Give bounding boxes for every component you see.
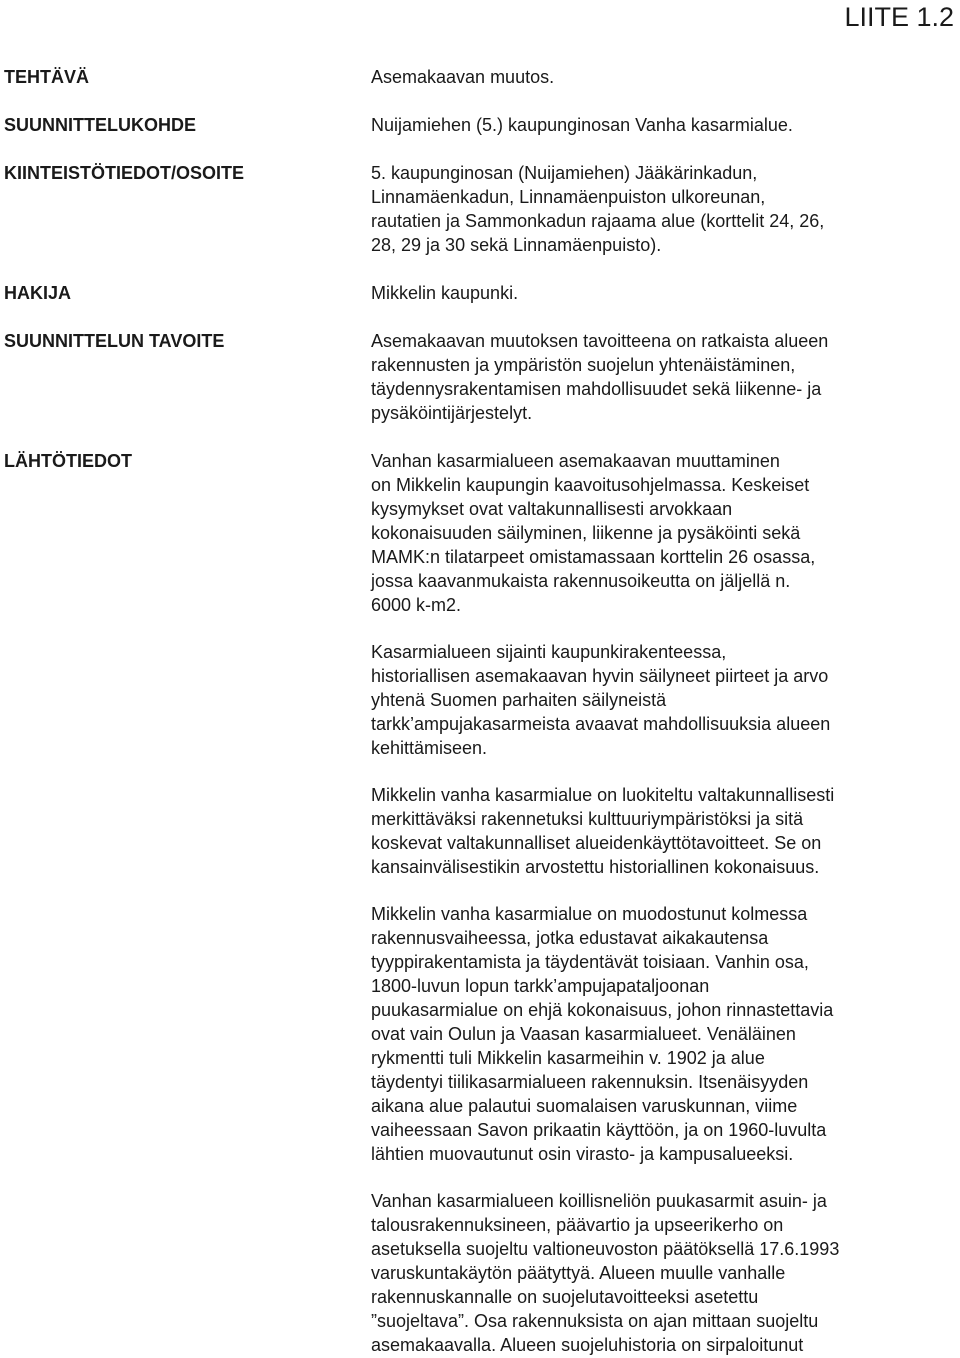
text-line: on Mikkelin kaupungin kaavoitusohjelmassa. Keskeiset <box>371 475 810 495</box>
label-tehtava: TEHTÄVÄ <box>4 67 89 87</box>
text-line: historiallisen asemakaavan hyvin säilyneet piirteet ja arvo <box>371 666 829 686</box>
label-kiinteistotiedot: KIINTEISTÖTIEDOT/OSOITE <box>4 163 245 183</box>
text-line: kokonaisuuden säilyminen, liikenne ja pysäköinti sekä <box>371 523 801 543</box>
paragraph-lahtotiedot-3 <box>371 783 931 879</box>
text-line: vaiheessaan Savon prikaatin käyttöön, ja on 1960-luvulta <box>371 1120 827 1140</box>
label-suunnittelun-tavoite: SUUNNITTELUN TAVOITE <box>4 331 225 351</box>
text-line: tarkk’ampujakasarmeista avaavat mahdollisuuksia alueen <box>371 714 831 734</box>
text-line: 1800-luvun lopun tarkk’ampujapataljoonan <box>371 976 710 996</box>
text-line: rakennuskannalle on suojelutavoitteeksi asetettu <box>371 1287 759 1307</box>
text-line: rautatien ja Sammonkadun rajaama alue (korttelit 24, 26, <box>371 211 825 231</box>
text-line: täydentyi tiilikasarmialueen rakennuksin. Itsenäisyyden <box>371 1072 809 1092</box>
text-line: Mikkelin kaupunki. <box>371 283 519 303</box>
text-line: varuskuntakäytön päätyttyä. Alueen muulle vanhalle <box>371 1263 786 1283</box>
text-line: Vanhan kasarmialueen asemakaavan muuttaminen <box>371 451 780 471</box>
text-line: Nuijamiehen (5.) kaupunginosan Vanha kasarmialue. <box>371 115 793 135</box>
text-line: kehittämiseen. <box>371 738 488 758</box>
paragraph-suunnittelukohde <box>371 113 931 137</box>
label-suunnittelukohde: SUUNNITTELUKOHDE <box>4 115 196 135</box>
text-line: 28, 29 ja 30 sekä Linnamäenpuisto). <box>371 235 662 255</box>
text-line: kysymykset ovat valtakunnallisesti arvokkaan <box>371 499 733 519</box>
text-line: talousrakennuksineen, päävartio ja upseerikerho on <box>371 1215 784 1235</box>
text-line: tyyppirakentamista ja täydentävät toisiaan. Vanhin osa, <box>371 952 809 972</box>
paragraph-lahtotiedot-4 <box>371 902 931 1166</box>
document-id: LIITE 1.2 <box>844 2 954 32</box>
paragraph-lahtotiedot-5 <box>371 1189 931 1357</box>
paragraph-hakija <box>371 281 931 305</box>
text-line: ”suojeltava”. Osa rakennuksista on ajan mittaan suojeltu <box>371 1311 819 1331</box>
text-line: ovat vain Oulun ja Vaasan kasarmialueet. Venäläinen <box>371 1024 796 1044</box>
text-line: rykmentti tuli Mikkelin kasarmeihin v. 1902 ja alue <box>371 1048 765 1068</box>
text-line: lähtien muovautunut osin virasto- ja kampusalueeksi. <box>371 1144 794 1164</box>
text-line: rakennusvaiheessa, jotka edustavat aikakautensa <box>371 928 769 948</box>
text-line: Mikkelin vanha kasarmialue on muodostunut kolmessa <box>371 904 808 924</box>
text-line: merkittäväksi rakennetuksi kulttuuriympäristöksi ja sitä <box>371 809 804 829</box>
paragraph-tehtava <box>371 65 931 89</box>
text-line: MAMK:n tilatarpeet omistamassaan korttelin 26 osassa, <box>371 547 816 567</box>
text-line: asemakaavalla. Alueen suojeluhistoria on sirpaloitunut <box>371 1335 804 1355</box>
text-line: koskevat valtakunnalliset alueidenkäyttötavoitteet. Se on <box>371 833 822 853</box>
text-line: 6000 k-m2. <box>371 595 462 615</box>
text-line: Kasarmialueen sijainti kaupunkirakenteessa, <box>371 642 727 662</box>
text-line: täydennysrakentamisen mahdollisuudet sekä liikenne- ja <box>371 379 822 399</box>
paragraph-lahtotiedot-1 <box>371 449 931 617</box>
text-line: Vanhan kasarmialueen koillisneliön puukasarmit asuin- ja <box>371 1191 827 1211</box>
text-line: yhtenä Suomen parhaiten säilyneistä <box>371 690 667 710</box>
text-line: rakennusten ja ympäristön suojelun yhtenäistäminen, <box>371 355 796 375</box>
text-line: puukasarmialue on ehjä kokonaisuus, johon rinnastettavia <box>371 1000 834 1020</box>
text-line: kansainvälisestikin arvostettu historiallinen kokonaisuus. <box>371 857 820 877</box>
text-line: Mikkelin vanha kasarmialue on luokiteltu valtakunnallisesti <box>371 785 835 805</box>
text-line: 5. kaupunginosan (Nuijamiehen) Jääkärinkadun, <box>371 163 758 183</box>
paragraph-tavoite <box>371 329 931 425</box>
text-line: jossa kaavanmukaista rakennusoikeutta on jäljellä n. <box>371 571 791 591</box>
text-line: Asemakaavan muutoksen tavoitteena on ratkaista alueen <box>371 331 829 351</box>
text-line: asetuksella suojeltu valtioneuvoston päätöksellä 17.6.1993 <box>371 1239 840 1259</box>
paragraph-kiinteistotiedot <box>371 161 931 257</box>
label-hakija: HAKIJA <box>4 283 72 303</box>
text-line: Linnamäenkadun, Linnamäenpuiston ulkoreunan, <box>371 187 766 207</box>
text-line: pysäköintijärjestelyt. <box>371 403 533 423</box>
paragraph-lahtotiedot-2 <box>371 640 931 760</box>
label-lahtotiedot: LÄHTÖTIEDOT <box>4 451 132 471</box>
text-line: Asemakaavan muutos. <box>371 67 555 87</box>
text-line: aikana alue palautui suomalaisen varuskunnan, viime <box>371 1096 798 1116</box>
